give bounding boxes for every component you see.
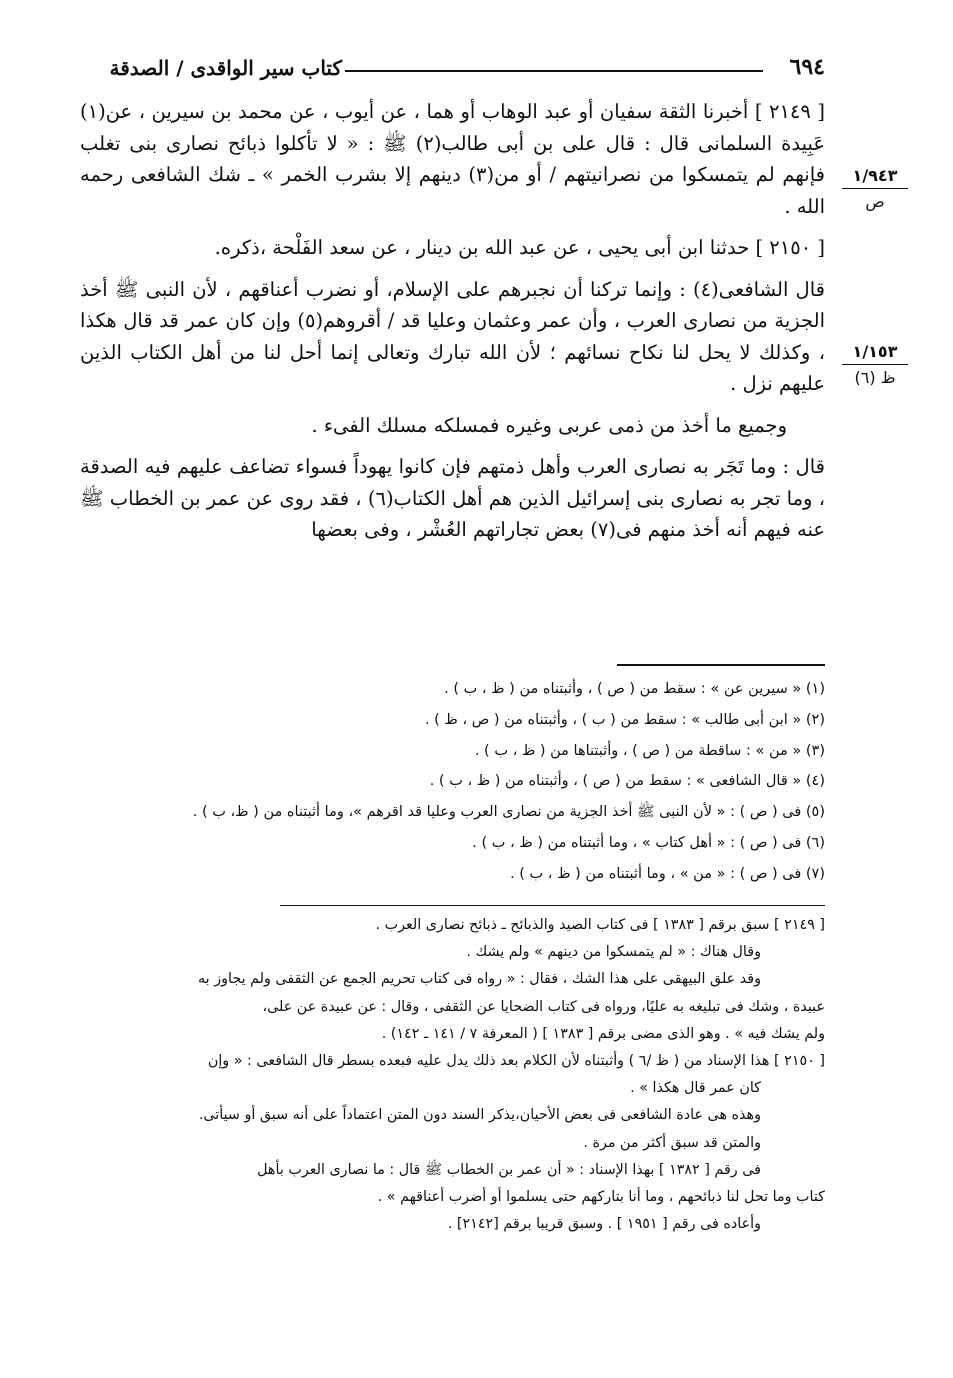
paragraph-shafii-statement: قال الشافعى(٤) : وإنما تركنا أن نجبرهم على الإسلام، أو نضرب أعناقهم ، لأن النبى ﷺ أخذ الجزية من نصارى العرب ، وأن عمر وعثمان وعليا قد / أقروهم(٥) وإن كان عمر قد قال هكذا ، وكذلك لا يحل لنا نكاح نسائهم ؛ لأن الله تبارك وتعالى إنما أحل لنا من أهل الكتاب الذين عليهم نزل .: [80, 277, 825, 395]
commentary-line: وهذه هى عادة الشافعى فى بعض الأحيان،يذكر السند دون المتن اعتماداً على أنه سبق أو سيأتى.: [198, 1107, 761, 1124]
commentary-line: وقال هناك : « لم يتمسكوا من دينهم » ولم يشك .: [466, 944, 761, 961]
footnote-5: (٥) فى ( ص ) : « لأن النبى ﷺ أخذ الجزية من نصارى العرب وعليا قد اقرهم »، وما أثبتناه من ( ظ، ب ) .: [192, 804, 825, 821]
commentary-line: [ ٢١٤٩ ] سبق برقم [ ١٣٨٣ ] فى كتاب الصيد والذبائح ـ ذبائح نصارى العرب .: [375, 917, 825, 933]
paragraph-fay: وجميع ما أخذ من ذمى عربى وغيره فمسلكه مسلك الفىء .: [311, 413, 787, 437]
footnote-1: (١) « سيرين عن » : سقط من ( ص ) ، وأثبتناه من ( ظ ، ب ) .: [444, 681, 825, 697]
margin-note-sad: [842, 166, 908, 211]
margin-note-rule: [842, 188, 908, 189]
commentary-line: عبيدة ، وشك فى تبليغه به عليًا، ورواه فى كتاب الضحايا عن الثقفى ، وقال : عن عبيدة عن على،: [262, 998, 825, 1015]
commentary: [70, 912, 825, 1238]
margin-note-label: ص: [865, 192, 885, 211]
footnote-3: (٣) « من » : ساقطة من ( ص ) ، وأثبتناها من ( ظ ، ب ) .: [474, 742, 825, 759]
commentary-line: وأعاده فى رقم [ ١٩٥١ ] . وسبق قريبا برقم [٢١٤٢] .: [447, 1216, 761, 1233]
paragraph-hadith-2149: [ ٢١٤٩ ] أخبرنا الثقة سفيان أو عبد الوهاب أو هما ، عن أيوب ، عن محمد بن سيرين ، عن(١) عَبِيدة السلمانى قال : قال على بن أبى طالب(٢) ﷺ : « لا تأكلوا ذبائح نصارى بنى تغلب فإنهم لم يتمسكوا من نصرانيتهم / أو من(٣) دينهم إلا بشرب الخمر » ـ شك الشافعى رحمه الله .: [80, 100, 825, 218]
margin-note-number: ١/٩٤٣: [852, 166, 898, 185]
margin-note-label: ظ (٦): [854, 368, 896, 387]
commentary-line: ولم يشك فيه » . وهو الذى مضى برقم [ ١٣٨٣ ] ( المعرفة ٧ / ١٤١ ـ ١٤٢) .: [381, 1025, 825, 1042]
footnote-6: (٦) فى ( ص ) : « أهل كتاب » ، وما أثبتناه من ( ظ ، ب ) .: [472, 834, 825, 851]
paragraph-trade: قال : وما تَجَر به نصارى العرب وأهل ذمتهم فإن كانوا يهوداً فسواء تضاعف عليهم فيه الصدقة ، وما تجر به نصارى بنى إسرائيل الذين هم أهل الكتاب(٦) ، فقد روى عن عمر بن الخطاب ﷺ عنه فيهم أنه أخذ منهم فى(٧) بعض تجاراتهم العُشْر ، وفى بعضها: [80, 455, 825, 541]
main-text: [80, 96, 825, 556]
commentary-line: وقد علق البيهقى على هذا الشك ، فقال : « رواه فى كتاب تحريم الجمع عن الثقفى ولم يجاوز به: [198, 971, 761, 988]
running-header: [80, 50, 825, 90]
margin-note-rule: [842, 364, 908, 365]
paragraph-hadith-2150: [ ٢١٥٠ ] حدثنا ابن أبى يحيى ، عن عبد الله بن دينار ، عن سعد الفَلْحة ،ذكره.: [214, 236, 825, 259]
commentary-line: كتاب وما تحل لنا ذبائحهم ، وما أنا بتاركهم حتى يسلموا أو أضرب أعناقهم » .: [377, 1189, 825, 1206]
page-number: ٦٩٤: [789, 54, 825, 80]
margin-note-number: ١/١٥٣: [852, 342, 898, 361]
footnote-rule: [617, 664, 825, 666]
margin-note-za: [842, 342, 908, 387]
commentary-line: [ ٢١٥٠ ] هذا الإسناد من ( ظ /٦ ) وأثبتناه لأن الكلام بعد ذلك يدل عليه فبعده بسطر قال الشافعى : « وإن: [207, 1053, 825, 1070]
footnote-2: (٢) « ابن أبى طالب » : سقط من ( ب ) ، وأثبتناه من ( ص ، ظ ) .: [424, 711, 825, 728]
footnote-4: (٤) « قال الشافعى » : سقط من ( ص ) ، وأثبتناه من ( ظ ، ب ) .: [429, 773, 825, 790]
footnotes: [80, 674, 825, 890]
commentary-line: والمتن قد سبق أكثر من مرة .: [583, 1134, 761, 1151]
commentary-line: فى رقم [ ١٣٨٢ ] بهذا الإسناد : « أن عمر بن الخطاب ﷺ قال : ما نصارى العرب بأهل: [257, 1161, 761, 1178]
book-title: كتاب سير الواقدى / الصدقة: [109, 56, 342, 80]
header-rule: [345, 70, 763, 72]
commentary-rule: [280, 905, 825, 906]
footnote-7: (٧) فى ( ص ) : « من » ، وما أثبتناه من ( ظ ، ب ) .: [510, 865, 825, 882]
commentary-line: كان عمر قال هكذا » .: [630, 1080, 761, 1097]
